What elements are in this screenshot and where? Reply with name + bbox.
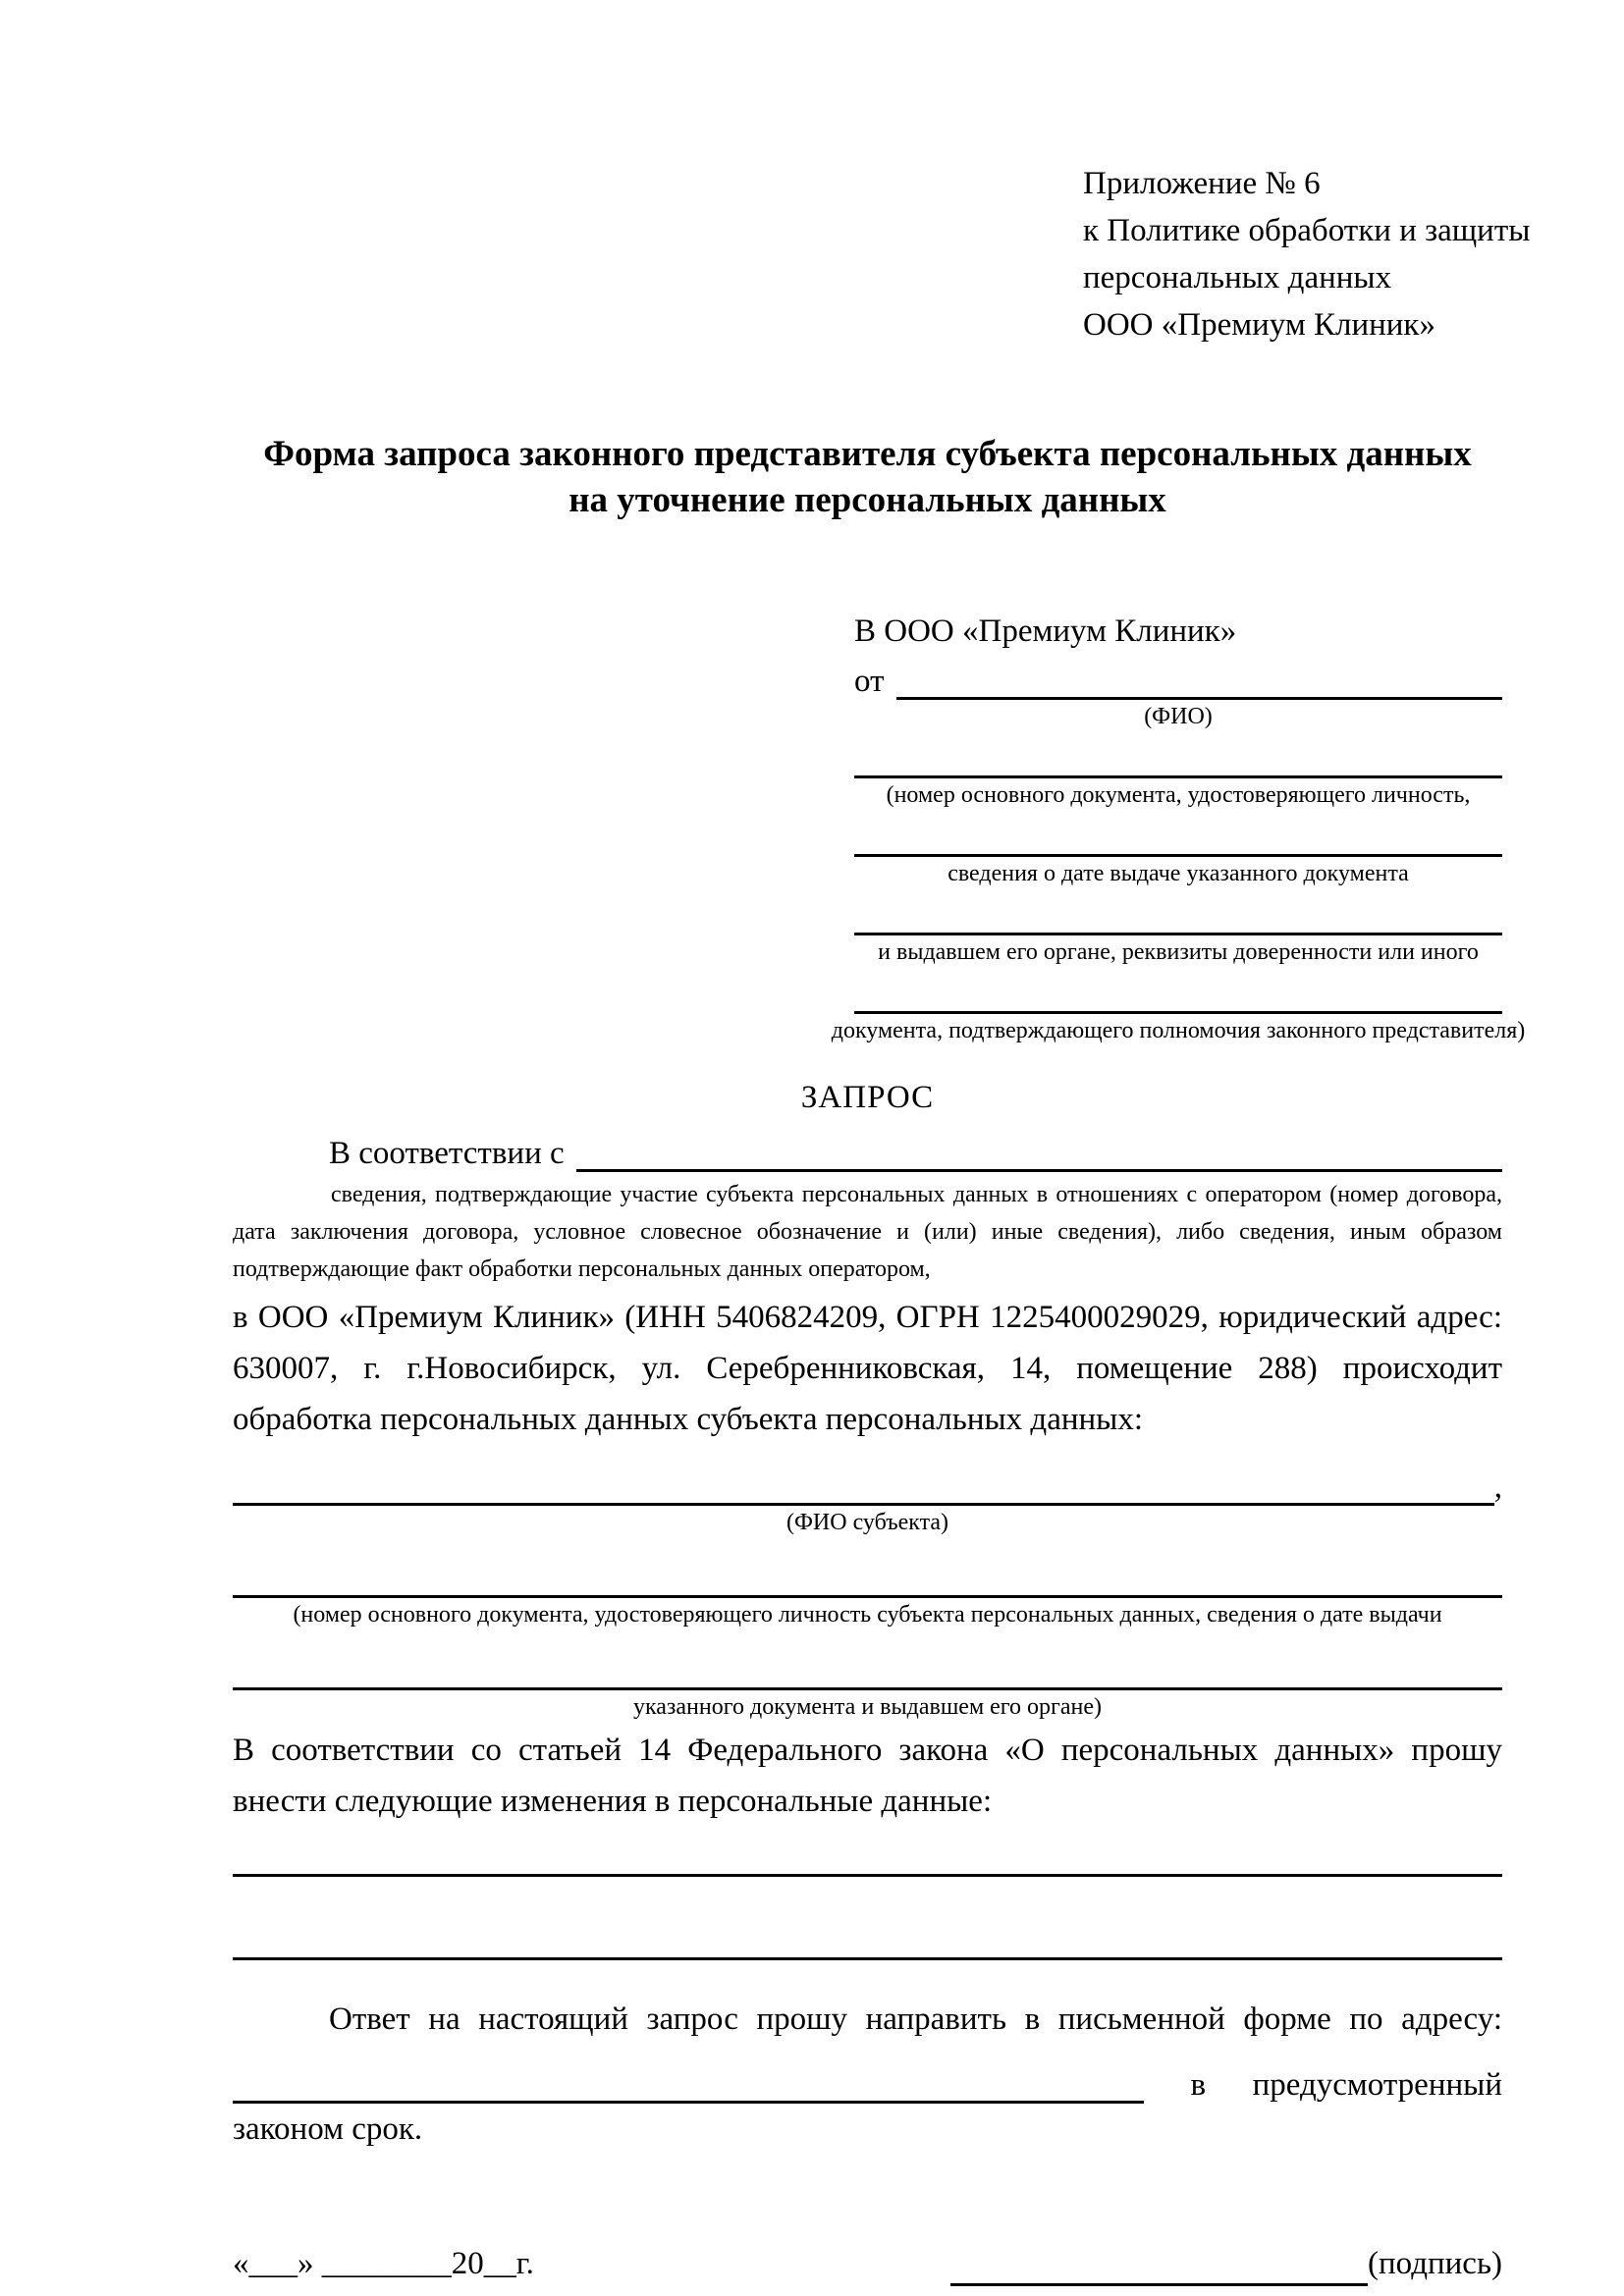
subject-doc-caption-row [233,1601,1502,1629]
footer-row [233,2241,1502,2286]
response-word: в [1190,2067,1207,2103]
accordance-prefix: В соответствии с [329,1136,565,1171]
response-address-row [233,2053,1502,2104]
changes-input-line[interactable] [233,1877,1502,1960]
request-heading: ЗАПРОС [800,1080,935,1115]
doc-field-caption: сведения о дате выдаче указанного документа [947,861,1409,886]
subject-doc-caption: (номер основного документа, удостоверяющего личность субъекта персональных данных, сведения о дате выдачи [293,1602,1442,1628]
subject-doc-caption-row [233,1693,1502,1721]
recipient-line: В ООО «Премиум Клиник» [854,614,1237,649]
doc-field-caption: документа, подтверждающего полномочия законного представителя) [831,1018,1526,1043]
response-paragraph-line: Ответ на настоящий запрос прошу направить в письменной форме по адресу: [329,2002,1502,2037]
annex-line: персональных данных [1083,260,1392,295]
doc-field-input-line[interactable] [854,978,1502,1014]
subject-fio-caption-row [233,1509,1502,1536]
doc-field [854,899,1502,966]
addressee-block [831,610,1526,1044]
from-label: от [854,664,885,699]
subject-fio-input-line[interactable] [233,1503,1494,1506]
doc-field [854,821,1502,887]
footnote-text: сведения, подтверждающие участие субъекта персональных данных в отношениях с оператором (номер договора, дата заключения договора, условное словесное обозначение и (или) иные сведения), либо сведения, иным образом подтверждающие факт обработки персональных данных оператором, [233,1182,1502,1282]
operator-paragraph: в ООО «Премиум Клиник» (ИНН 5406824209, ОГРН 1225400029029, юридический адрес: 630007, г. г.Новосибирск, ул. Серебренниковская, 14, помещение 288) происходит обработка персональных данных субъекта персональных данных: [233,1300,1502,1437]
annex-block [1083,160,1531,348]
doc-field-input-line[interactable] [854,899,1502,935]
doc-field-caption: (номер основного документа, удостоверяющего личность, [886,782,1471,808]
form-title [233,431,1502,523]
form-title-line: на уточнение персональных данных [568,480,1166,520]
form-title-line: Форма запроса законного представителя субъекта персональных данных [263,434,1472,474]
subject-line-suffix: , [1493,1469,1502,1505]
subject-doc-input-line[interactable] [233,1552,1502,1598]
doc-field [831,978,1526,1044]
from-name-input-line[interactable] [896,697,1503,700]
annex-line: к Политике обработки и защиты [1083,213,1531,248]
subject-doc-input-line[interactable] [233,1644,1502,1690]
annex-line: ООО «Премиум Клиник» [1083,307,1435,343]
fio-caption-row [854,703,1502,730]
signature-block [950,2241,1502,2286]
address-input-line[interactable] [233,2064,1144,2104]
accordance-input-line[interactable] [576,1169,1502,1172]
date-line[interactable]: «___» ________20__г. [233,2246,534,2281]
subject-fio-row [233,1467,1502,1506]
fio-caption: (ФИО) [1144,704,1213,729]
article-paragraph: В соответствии со статьей 14 Федерального закона «О персональных данных» прошу внести следующие изменения в персональные данные: [233,1733,1502,1819]
doc-field-input-line[interactable] [854,821,1502,857]
doc-field-input-line[interactable] [854,742,1502,778]
doc-field-caption: и выдавшем его органе, реквизиты доверенности или иного [878,939,1479,965]
response-closing: законом срок. [233,2111,423,2147]
changes-input-line[interactable] [233,1827,1502,1877]
subject-fio-caption: (ФИО субъекта) [785,1510,949,1535]
response-word: предусмотренный [1252,2067,1502,2103]
signature-input-line[interactable] [950,2244,1368,2286]
annex-line: Приложение № 6 [1083,166,1321,201]
from-row [854,657,1502,700]
doc-field [854,742,1502,809]
signature-caption: (подпись) [1368,2246,1502,2281]
subject-doc-caption: указанного документа и выдавшем его органе) [632,1694,1103,1720]
accordance-row [233,1127,1502,1172]
